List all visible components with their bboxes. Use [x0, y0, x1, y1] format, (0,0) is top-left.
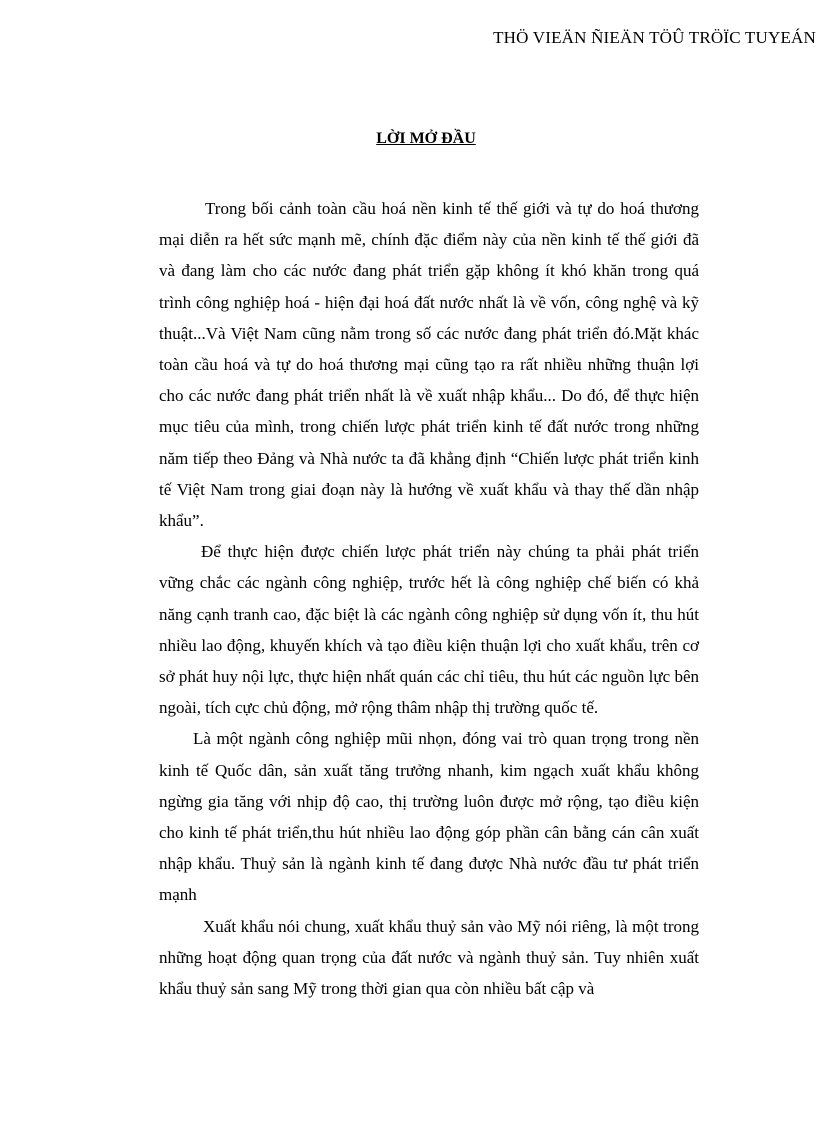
- document-body: [159, 193, 699, 1004]
- running-header: THÖ VIEÄN ÑIEÄN TÖÛ TRÖÏC TUYEÁN: [493, 28, 816, 47]
- page-title: [0, 130, 816, 148]
- paragraph-2: Để thực hiện được chiến lược phát triển này chúng ta phải phát triển vững chắc các ngành công nghiệp, trước hết là công nghiệp chế biến có khả năng cạnh tranh cao, đặc biệt là các ngành công nghiệp sử dụng vốn ít, thu hút nhiều lao động, khuyến khích và tạo điều kiện thuận lợi cho xuất khẩu, trên cơ sở phát huy nội lực, thực hiện nhất quán các chỉ tiêu, thu hút các nguồn lực bên ngoài, tích cực chủ động, mở rộng thâm nhập thị trường quốc tế.: [159, 542, 699, 718]
- paragraph-4: Xuất khẩu nói chung, xuất khẩu thuỷ sản vào Mỹ nói riêng, là một trong những hoạt động quan trọng của đất nước và ngành thuỷ sản. Tuy nhiên xuất khẩu thuỷ sản sang Mỹ trong thời gian qua còn nhiều bất cập và: [159, 916, 699, 999]
- paragraph-1: Trong bối cảnh toàn cầu hoá nền kinh tế thế giới và tự do hoá thương mại diễn ra hết sức mạnh mẽ, chính đặc điểm này của nền kinh tế thế giới đã và đang làm cho các nước đang phát triển gặp không ít khó khăn trong quá trình công nghiệp hoá - hiện đại hoá đất nước nhất là về vốn, công nghệ và kỹ thuật...Và Việt Nam cũng nằm trong số các nước đang phát triển đó.Mặt khác toàn cầu hoá và tự do hoá thương mại cũng tạo ra rất nhiều những thuận lợi cho các nước đang phát triển nhất là về xuất nhập khẩu... Do đó, để thực hiện mục tiêu của mình, trong chiến lược phát triển kinh tế đất nước trong những năm tiếp theo Đảng và Nhà nước ta đã khẳng định “Chiến lược phát triển kinh tế Việt Nam trong giai đoạn này là hướng về xuất khẩu và thay thế dần nhập khẩu”.: [159, 199, 699, 531]
- page-title-text: LỜI MỞ ĐẦU: [376, 130, 476, 147]
- paragraph-3: Là một ngành công nghiệp mũi nhọn, đóng vai trò quan trọng trong nền kinh tế Quốc dân, sản xuất tăng trưởng nhanh, kim ngạch xuất khẩu không ngừng gia tăng với nhịp độ cao, thị trường luôn được mở rộng, tạo điều kiện cho kinh tế phát triển,thu hút nhiều lao động góp phần cân bằng cán cân xuất nhập khẩu. Thuỷ sản là ngành kinh tế đang được Nhà nước đầu tư phát triển mạnh: [159, 729, 699, 905]
